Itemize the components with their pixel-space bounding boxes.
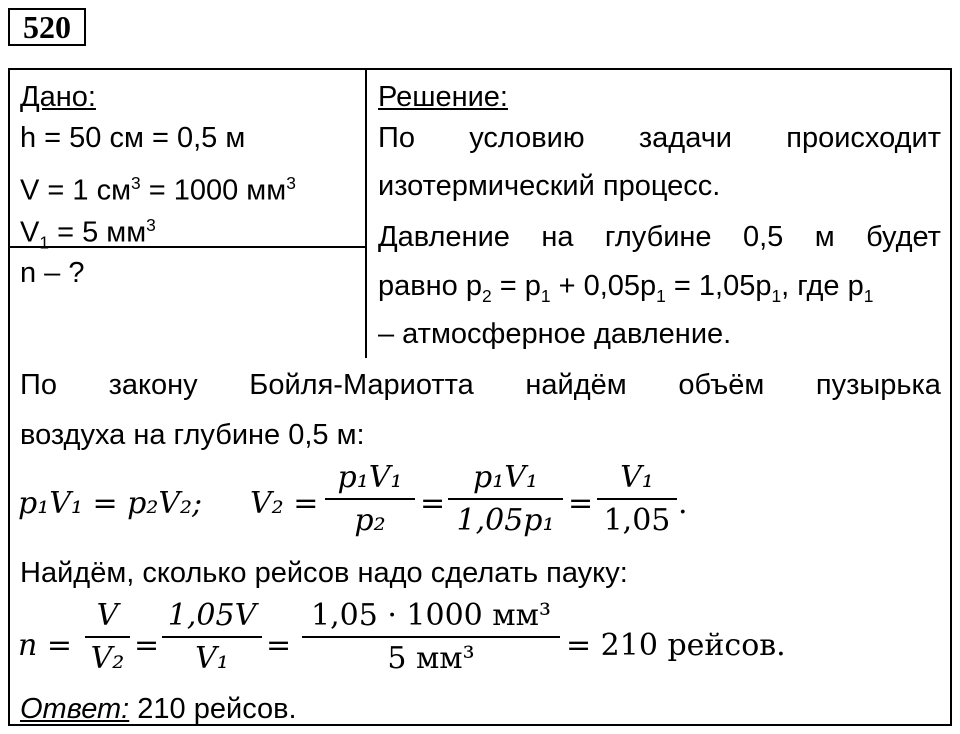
fraction-3: V₁ 1,05 — [597, 460, 677, 538]
fraction-1: p₁V₁ p₂ — [325, 460, 415, 538]
fraction-v-v2: V V₂ — [85, 598, 130, 676]
v2-label: V₂ = — [250, 486, 319, 521]
result: = 210 рейсов. — [566, 628, 786, 663]
equals-sign: = — [134, 628, 160, 663]
answer-text: 210 рейсов. — [129, 693, 297, 725]
table-divider-vertical — [365, 70, 367, 358]
solution-p4: – атмосферное давление. — [378, 318, 732, 350]
solution-p1-end: изотермический процесс. — [378, 170, 721, 202]
equals-sign: = — [568, 486, 594, 521]
given-line-height: h = 50 см = 0,5 м — [20, 122, 246, 154]
n-label: n = — [18, 628, 72, 663]
solution-p3: равно $p_2 = p_1 + 0,05p_1 = 1,05p_1$, где $p_1$ — [378, 270, 874, 306]
equals-sign: = — [266, 628, 292, 663]
period: . — [678, 486, 688, 521]
answer-line — [20, 692, 297, 726]
given-title: Дано: — [20, 81, 96, 113]
answer-label: Ответ: — [20, 693, 130, 725]
fraction-105v-v1: 1,05V V₁ — [162, 598, 262, 676]
equals-sign: = — [420, 486, 446, 521]
solution-title: Решение: — [378, 81, 508, 113]
solution-p6: Найдём, сколько рейсов надо сделать пауку: — [20, 557, 628, 589]
solution-p1: По условию задачи происходит — [378, 122, 941, 154]
given-line-volume1: $V_1 = 5$ $мм^3$ — [20, 215, 156, 253]
fraction-numeric: 1,05 · 1000 мм³ 5 мм³ — [302, 598, 560, 676]
solution-p5-end: воздуха на глубине 0,5 м: — [20, 419, 365, 451]
fraction-2: p₁V₁ 1,05p₁ — [448, 460, 563, 538]
find-line: n – ? — [20, 257, 85, 289]
problem-number: 520 — [8, 8, 86, 46]
solution-p5: По закону Бойля-Мариотта найдём объём пузырька — [20, 369, 941, 401]
given-line-volume: V = 1 $см^3 = 1000$ $мм^3$ — [20, 173, 296, 207]
boyle-mariotte-equation: p₁V₁ = p₂V₂; — [18, 486, 203, 521]
solution-p2: Давление на глубине 0,5 м будет — [378, 221, 941, 253]
